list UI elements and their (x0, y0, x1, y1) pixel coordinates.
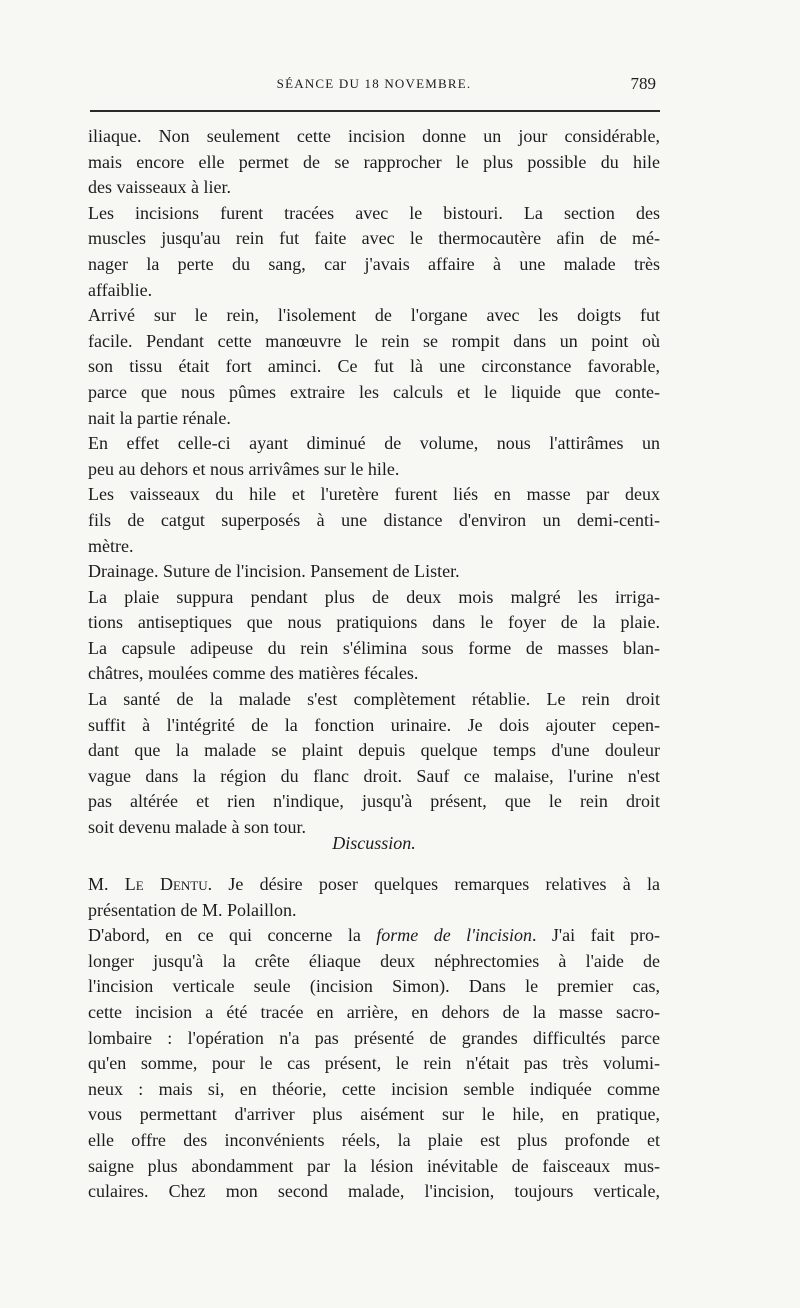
header-rule (90, 110, 660, 112)
text-line: Drainage. Suture de l'incision. Pansement de Lister. (88, 561, 460, 582)
speaker-prefix: M. (88, 874, 125, 894)
text-line: Les incisions furent tracées avec le bistouri. La section des (88, 202, 660, 223)
discussion-text (88, 872, 660, 1205)
italic-term: forme de l'incision (376, 925, 532, 946)
text-line: son tissu était fort aminci. Ce fut là une circonstance favorable, (88, 356, 660, 377)
text-line: muscles jusqu'au rein fut faite avec le thermocautère afin de mé- (88, 228, 660, 249)
text-line: mètre. (88, 535, 134, 556)
text-line: Arrivé sur le rein, l'isolement de l'organe avec les doigts fut (88, 305, 660, 326)
text-line: qu'en somme, pour le cas présent, le rein n'était pas très volumi- (88, 1053, 660, 1074)
text-line: pas altérée et rien n'indique, jusqu'à présent, que le rein droit (88, 791, 660, 812)
text-line: peu au dehors et nous arrivâmes sur le hile. (88, 458, 400, 479)
text-line: facile. Pendant cette manœuvre le rein se rompit dans un point où (88, 330, 660, 351)
text-line: vague dans la région du flanc droit. Sauf ce malaise, l'urine n'est (88, 765, 660, 786)
text-line: En effet celle-ci ayant diminué de volume, nous l'attirâmes un (88, 433, 660, 454)
page-number: 789 (630, 74, 656, 93)
case-report-text (88, 124, 660, 841)
text-line: soit devenu malade à son tour. (88, 817, 306, 838)
text-line: saigne plus abondamment par la lésion inévitable de faisceaux mus- (88, 1155, 660, 1176)
text-line (88, 923, 660, 949)
text-line: affaiblie. (88, 279, 153, 300)
text-line: châtres, moulées comme des matières fécales. (88, 663, 419, 684)
text-line: mais encore elle permet de se rapprocher le plus possible du hile (88, 151, 660, 172)
text-line: lombaire : l'opération n'a pas présenté de grandes difficultés parce (88, 1027, 660, 1048)
text-line: nager la perte du sang, car j'avais affaire à une malade très (88, 253, 660, 274)
text-run: . J'ai fait pro- (531, 925, 661, 946)
text-line: nait la partie rénale. (88, 407, 231, 428)
text-line: longer jusqu'à la crête éliaque deux néphrectomies à l'aide de (88, 950, 660, 971)
text-line: présentation de M. Polaillon. (88, 899, 297, 920)
text-line: La capsule adipeuse du rein s'élimina sous forme de masses blan- (88, 637, 660, 658)
text-line: des vaisseaux à lier. (88, 177, 231, 198)
text-line: l'incision verticale seule (incision Simon). Dans le premier cas, (88, 976, 660, 997)
text-line: culaires. Chez mon second malade, l'incision, toujours verticale, (88, 1181, 660, 1202)
text-run: D'abord, en ce qui concerne la (88, 925, 377, 946)
text-line: dant que la malade se plaint depuis quelque temps d'une douleur (88, 740, 660, 761)
speaker-remark: . Je désire poser quelques remarques relatives à la (207, 874, 661, 894)
text-line: Les vaisseaux du hile et l'uretère furent liés en masse par deux (88, 484, 660, 505)
text-line: fils de catgut superposés à une distance d'environ un demi-centi- (88, 509, 660, 530)
text-line: vous permettant d'arriver plus aisément sur le hile, en pratique, (88, 1104, 660, 1125)
text-line: neux : mais si, en théorie, cette incision semble indiquée comme (88, 1078, 660, 1099)
text-line (88, 872, 660, 898)
discussion-heading: Discussion. (332, 833, 416, 853)
speaker-name: Le Dentu (124, 874, 208, 894)
text-line: parce que nous pûmes extraire les calculs et le liquide que conte- (88, 381, 660, 402)
text-line: tions antiseptiques que nous pratiquions dans le foyer de la plaie. (88, 612, 660, 633)
text-line: suffit à l'intégrité de la fonction urinaire. Je dois ajouter cepen- (88, 714, 660, 735)
text-line: iliaque. Non seulement cette incision donne un jour considérable, (88, 126, 660, 146)
running-head: SÉANCE DU 18 NOVEMBRE. (276, 76, 472, 91)
text-line: cette incision a été tracée en arrière, en dehors de la masse sacro- (88, 1001, 660, 1022)
text-line: La plaie suppura pendant plus de deux mois malgré les irriga- (88, 586, 660, 607)
text-line: La santé de la malade s'est complètement rétablie. Le rein droit (88, 689, 660, 710)
page-header (88, 72, 660, 102)
text-line: elle offre des inconvénients réels, la plaie est plus profonde et (88, 1129, 660, 1150)
